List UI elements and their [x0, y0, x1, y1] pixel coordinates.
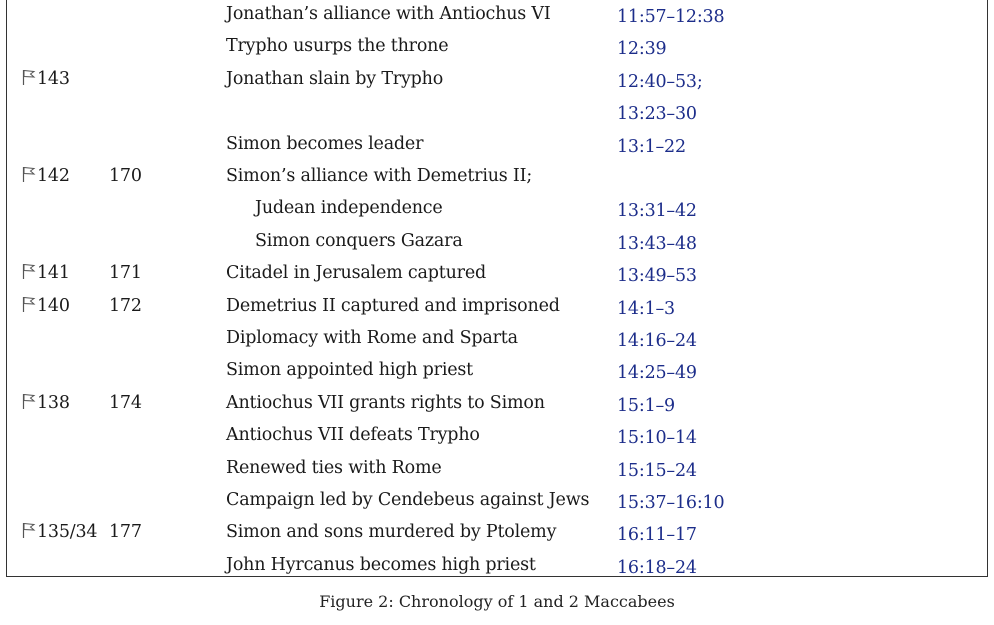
table-row [7, 419, 989, 451]
reference-link[interactable]: 16:18–24 [617, 557, 697, 578]
se-year-cell: 170 [109, 166, 142, 186]
reference-link[interactable]: 15:15–24 [617, 460, 697, 481]
flag-icon[interactable] [22, 166, 36, 182]
reference-link[interactable]: 13:1–22 [617, 136, 686, 157]
reference-link[interactable]: 14:25–49 [617, 363, 697, 384]
se-year-cell: 177 [109, 522, 142, 543]
flag-icon[interactable] [22, 69, 36, 85]
table-row [7, 192, 989, 224]
event-cell: Simon becomes leader [226, 133, 424, 154]
table-row [7, 290, 989, 322]
event-cell: Jonathan slain by Trypho [226, 68, 444, 89]
event-cell: Jonathan’s alliance with Antiochus VI [226, 4, 551, 24]
reference-link[interactable]: 12:40–53; [617, 71, 703, 92]
event-cell: Simon conquers Gazara [255, 230, 463, 251]
se-year-cell: 174 [109, 392, 142, 413]
event-cell: Simon’s alliance with Demetrius II; [226, 166, 533, 186]
bce-year-cell [22, 290, 70, 322]
table-row [7, 128, 989, 160]
bce-year-cell [22, 160, 70, 192]
table-row [7, 63, 989, 95]
bce-year-cell [22, 63, 70, 95]
event-cell: Campaign led by Cendebeus against Jews [226, 490, 590, 510]
table-row [7, 354, 989, 386]
event-cell: Demetrius II captured and imprisoned [226, 295, 560, 316]
event-cell: Trypho usurps the throne [226, 36, 449, 57]
table-row [7, 549, 989, 581]
event-cell: Antiochus VII grants rights to Simon [226, 392, 545, 413]
event-cell: Diplomacy with Rome and Sparta [226, 328, 518, 348]
table-row [7, 225, 989, 257]
reference-link[interactable]: 14:1–3 [617, 298, 675, 319]
flag-icon[interactable] [22, 296, 36, 312]
table-row [7, 160, 989, 192]
table-row [7, 322, 989, 354]
reference-link[interactable]: 13:43–48 [617, 233, 697, 254]
bce-year-text: 135/34 [37, 522, 98, 543]
flag-icon[interactable] [22, 393, 36, 409]
bce-year-text: 140 [37, 295, 70, 316]
table-row [7, 0, 989, 30]
event-cell: Simon appointed high priest [226, 360, 473, 381]
event-cell: Judean independence [255, 198, 443, 219]
figure-caption: Figure 2: Chronology of 1 and 2 Maccabees [319, 592, 675, 611]
event-cell: Antiochus VII defeats Trypho [226, 425, 480, 446]
bce-year-text: 142 [37, 166, 70, 186]
reference-link[interactable]: 15:37–16:10 [617, 493, 725, 513]
event-cell: Renewed ties with Rome [226, 457, 442, 478]
table-row [7, 452, 989, 484]
reference-link[interactable]: 16:11–17 [617, 525, 697, 546]
reference-link[interactable]: 13:49–53 [617, 266, 697, 287]
reference-link[interactable]: 11:57–12:38 [617, 7, 725, 27]
reference-link[interactable]: 14:16–24 [617, 331, 697, 351]
reference-link[interactable]: 15:10–14 [617, 428, 697, 449]
table-row [7, 516, 989, 548]
chronology-table [6, 0, 988, 577]
reference-link[interactable]: 13:23–30 [617, 104, 697, 125]
event-cell: Citadel in Jerusalem captured [226, 263, 486, 284]
se-year-cell: 171 [109, 263, 142, 284]
bce-year-cell [22, 516, 97, 548]
reference-link[interactable]: 12:39 [617, 39, 667, 60]
bce-year-text: 138 [37, 392, 70, 413]
flag-icon[interactable] [22, 263, 36, 279]
table-row [7, 257, 989, 289]
table-row [7, 95, 989, 127]
bce-year-text: 143 [37, 68, 70, 89]
table-row [7, 30, 989, 62]
reference-link[interactable]: 15:1–9 [617, 395, 675, 416]
reference-link[interactable]: 13:31–42 [617, 201, 697, 222]
event-cell: John Hyrcanus becomes high priest [226, 554, 536, 575]
bce-year-cell [22, 387, 70, 419]
bce-year-cell [22, 257, 70, 289]
table-row [7, 484, 989, 516]
flag-icon[interactable] [22, 522, 36, 538]
event-cell: Simon and sons murdered by Ptolemy [226, 522, 557, 543]
table-row [7, 387, 989, 419]
bce-year-text: 141 [37, 263, 70, 284]
se-year-cell: 172 [109, 295, 142, 316]
